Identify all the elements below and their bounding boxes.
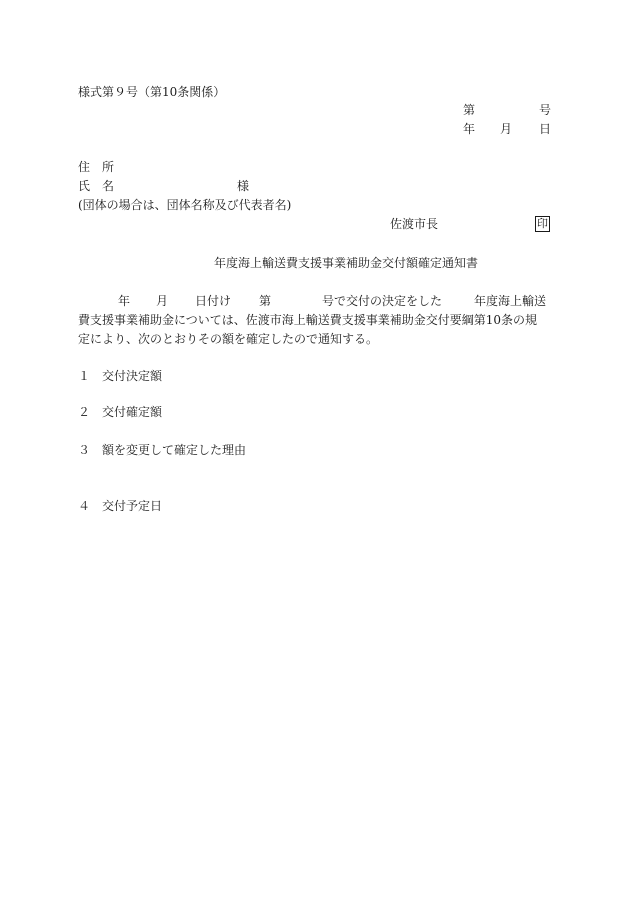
date-year: 年 (463, 122, 476, 136)
item-number: ４ (78, 499, 91, 513)
honorific: 様 (237, 179, 250, 193)
number-suffix: 号 (539, 103, 552, 117)
item-label-scheduled-date: 交付予定日 (102, 499, 163, 513)
seal-mark (535, 216, 550, 232)
body-line-3: 定により、次のとおりその額を確定したので通知する。 (78, 332, 379, 346)
item-number: ３ (78, 443, 91, 457)
item-label-change-reason: 額を変更して確定した理由 (102, 443, 247, 457)
body-year: 年 (118, 294, 131, 308)
item-number: ２ (78, 405, 91, 419)
seal-box: 印 (537, 217, 548, 230)
date-month: 月 (500, 122, 513, 136)
document-title: 年度海上輸送費支援事業補助金交付額確定通知書 (214, 256, 479, 270)
number-prefix: 第 (463, 103, 476, 117)
item-label-grant-decision-amount: 交付決定額 (102, 369, 163, 383)
group-note: (団体の場合は、団体名称及び代表者名) (78, 198, 292, 212)
name-label: 氏 名 (78, 179, 115, 193)
form-label: 様式第９号（第10条関係） (78, 85, 226, 99)
body-date-suffix: 日付け (195, 294, 232, 308)
body-line-2: 費支援事業補助金については、佐渡市海上輸送費支援事業補助金交付要綱第10条の規 (78, 313, 538, 327)
issuer-title: 佐渡市長 (390, 217, 439, 231)
address-label: 住 所 (78, 160, 115, 174)
body-fiscal-year: 年度海上輸送 (474, 294, 547, 308)
item-number: １ (78, 369, 91, 383)
date-day: 日 (539, 122, 552, 136)
body-number-prefix: 第 (259, 294, 272, 308)
body-decision-text: 号で交付の決定をした (322, 294, 443, 308)
item-label-confirmed-amount: 交付確定額 (102, 405, 163, 419)
body-month: 月 (156, 294, 169, 308)
